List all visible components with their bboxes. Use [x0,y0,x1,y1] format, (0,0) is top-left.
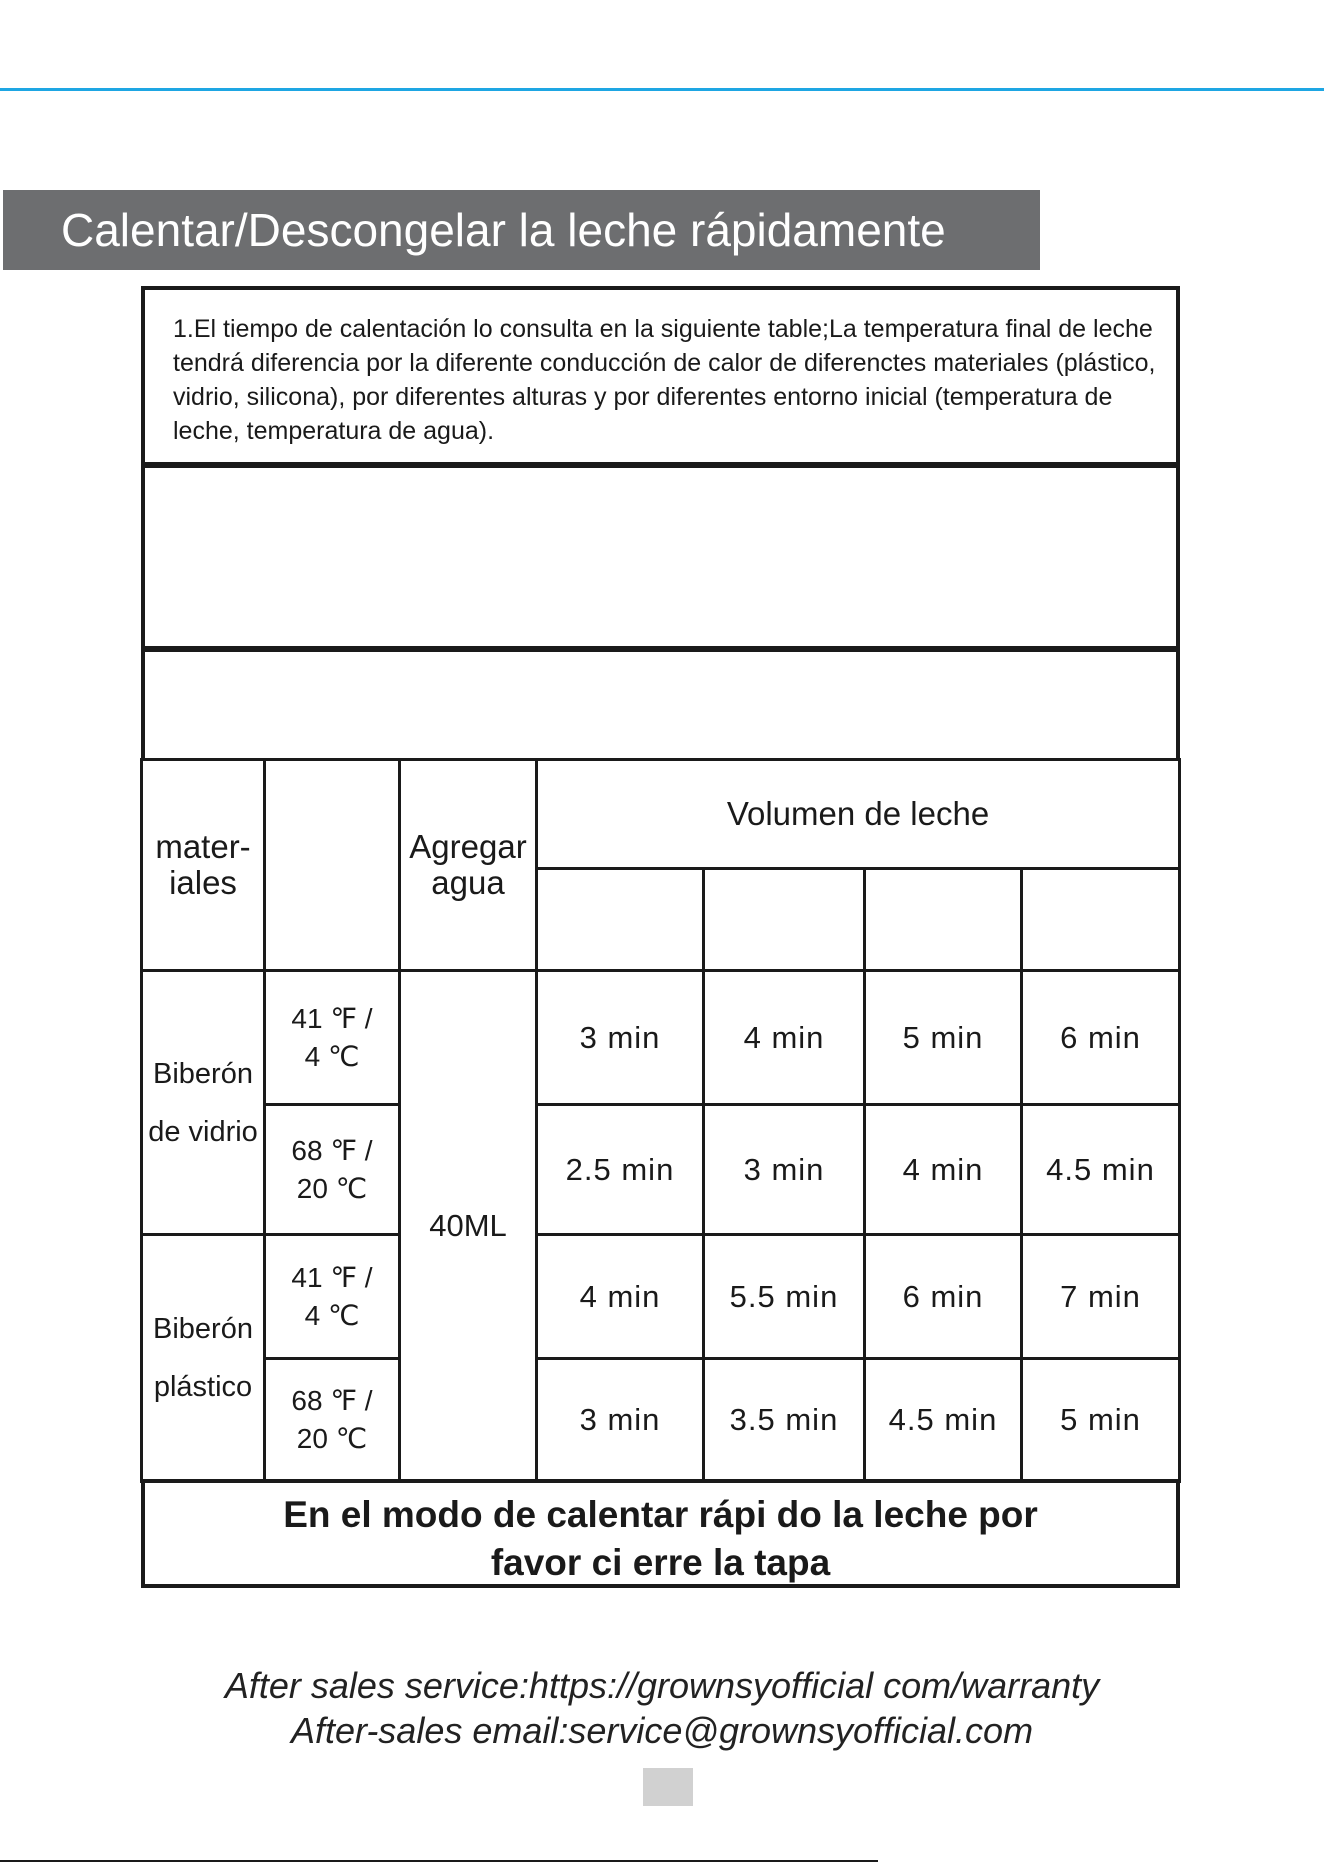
time-cell: 5 min [1020,1357,1181,1483]
lid-notice-box [141,1479,1180,1588]
time-cell: 3.5 min [702,1357,866,1483]
time-cell: 4 min [702,969,866,1106]
page-number-box [643,1768,693,1806]
notes-text: 1.El tiempo de calentación lo consulta en la siguiente table;La temperatura final de leche tendrá diferencia por la diferente conducción de calor de diferenctes materiales (plástico, vidrio, silicona), por diferentes alturas y por diferentes entorno inicial (temperatura de leche, temperatura de agua). [173,315,1156,445]
header-temperature [263,758,401,972]
temperature-cell: 41 ℉ / 4 ℃ [263,969,401,1106]
time-cell: 7 min [1020,1233,1181,1360]
time-cell: 3 min [702,1103,866,1236]
volume-subheader [702,867,866,972]
heating-time-table [140,758,1181,1483]
time-cell: 6 min [1020,969,1181,1106]
material-glass-bottle: Biberón de vidrio [140,969,266,1236]
header-milk-volume: Volumen de leche [535,758,1181,870]
header-water: Agregar agua [398,758,538,972]
time-cell: 3 min [535,969,705,1106]
time-cell: 4 min [535,1233,705,1360]
water-amount: 40ML [398,969,538,1483]
empty-box [141,464,1180,650]
top-accent-line [0,88,1324,91]
time-cell: 3 min [535,1357,705,1483]
header-materials: mater- iales [140,758,266,972]
service-email-line: After-sales email:service@grownsyofficial.com [290,1710,1034,1751]
material-plastic-bottle: Biberón plástico [140,1233,266,1483]
bottom-rule [0,1860,878,1862]
service-url-line: After sales service:https://grownsyofficial com/warranty [224,1665,1100,1706]
section-title: Calentar/Descongelar la leche rápidamente [3,190,1040,270]
time-cell: 6 min [863,1233,1023,1360]
time-cell: 4.5 min [1020,1103,1181,1236]
time-cell: 4 min [863,1103,1023,1236]
time-cell: 2.5 min [535,1103,705,1236]
time-cell: 5.5 min [702,1233,866,1360]
temperature-cell: 68 ℉ / 20 ℃ [263,1357,401,1483]
time-cell: 4.5 min [863,1357,1023,1483]
volume-subheader [535,867,705,972]
time-cell: 5 min [863,969,1023,1106]
lid-notice-text: En el modo de calentar rápi do la leche por favor ci erre la tapa [283,1494,1038,1583]
temperature-cell: 68 ℉ / 20 ℃ [263,1103,401,1236]
empty-box [141,648,1180,763]
notes-box [141,286,1180,466]
volume-subheader [863,867,1023,972]
volume-subheader [1020,867,1181,972]
temperature-cell: 41 ℉ / 4 ℃ [263,1233,401,1360]
